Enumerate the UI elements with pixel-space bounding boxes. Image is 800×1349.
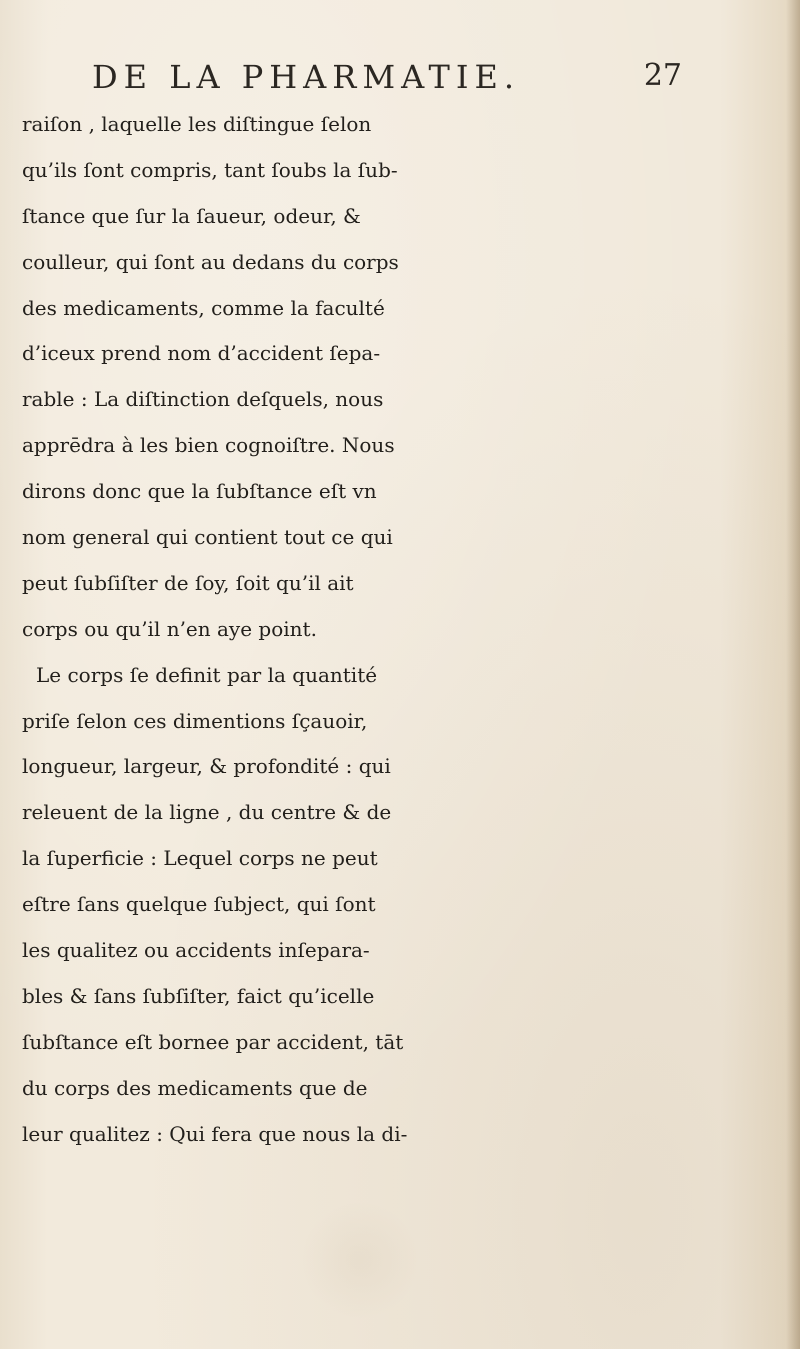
- text-line: ſtance que ſur la ſaueur, odeur, &: [22, 203, 361, 228]
- page-header: [92, 58, 682, 102]
- text-line: qu’ils ſont compris, tant ſoubs la ſub-: [22, 157, 398, 182]
- text-line: d’iceux prend nom d’accident ſepa-: [22, 341, 381, 366]
- body-text: [22, 102, 692, 1157]
- text-line: du corps des medicaments que de: [22, 1075, 368, 1100]
- text-line: peut ſubſiſter de ſoy, ſoit qu’il ait: [22, 570, 354, 595]
- text-line: leur qualitez : Qui fera que nous la di-: [22, 1121, 408, 1146]
- page-number: 27: [643, 58, 682, 93]
- page-edge-shadow: [786, 0, 800, 1349]
- text-line: nom general qui contient tout ce qui: [22, 525, 393, 550]
- text-line: releuent de la ligne , du centre & de: [22, 800, 392, 825]
- text-line: coulleur, qui ſont au dedans du corps: [22, 249, 399, 274]
- paper-stain: [300, 1200, 420, 1320]
- text-line: rable : La diſtinction deſquels, nous: [22, 387, 384, 412]
- text-line: dirons donc que la ſubſtance eſt vn: [22, 479, 377, 504]
- text-line: la ſuperficie : Lequel corps ne peut: [22, 846, 378, 871]
- text-line: raiſon , laquelle les diſtingue ſelon: [22, 112, 372, 136]
- text-line: longueur, largeur, & profondité : qui: [22, 754, 391, 779]
- text-line: ſubſtance eſt bornee par accident, tāt: [22, 1029, 404, 1054]
- text-line: corps ou qu’il n’en aye point.: [22, 616, 317, 641]
- text-line: eſtre ſans quelque ſubject, qui ſont: [22, 892, 376, 917]
- paragraph-start-line: Le corps ſe definit par la quantité: [36, 662, 378, 687]
- text-line: priſe ſelon ces dimentions ſçauoir,: [22, 708, 368, 733]
- text-line: les qualitez ou accidents inſepara-: [22, 938, 370, 963]
- text-line: apprēdra à les bien cognoiſtre. Nous: [22, 433, 395, 458]
- text-line: des medicaments, comme la faculté: [22, 295, 385, 320]
- running-title: DE LA PHARMATIE.: [92, 58, 520, 96]
- text-line: bles & ſans ſubſiſter, faict qu’icelle: [22, 983, 375, 1008]
